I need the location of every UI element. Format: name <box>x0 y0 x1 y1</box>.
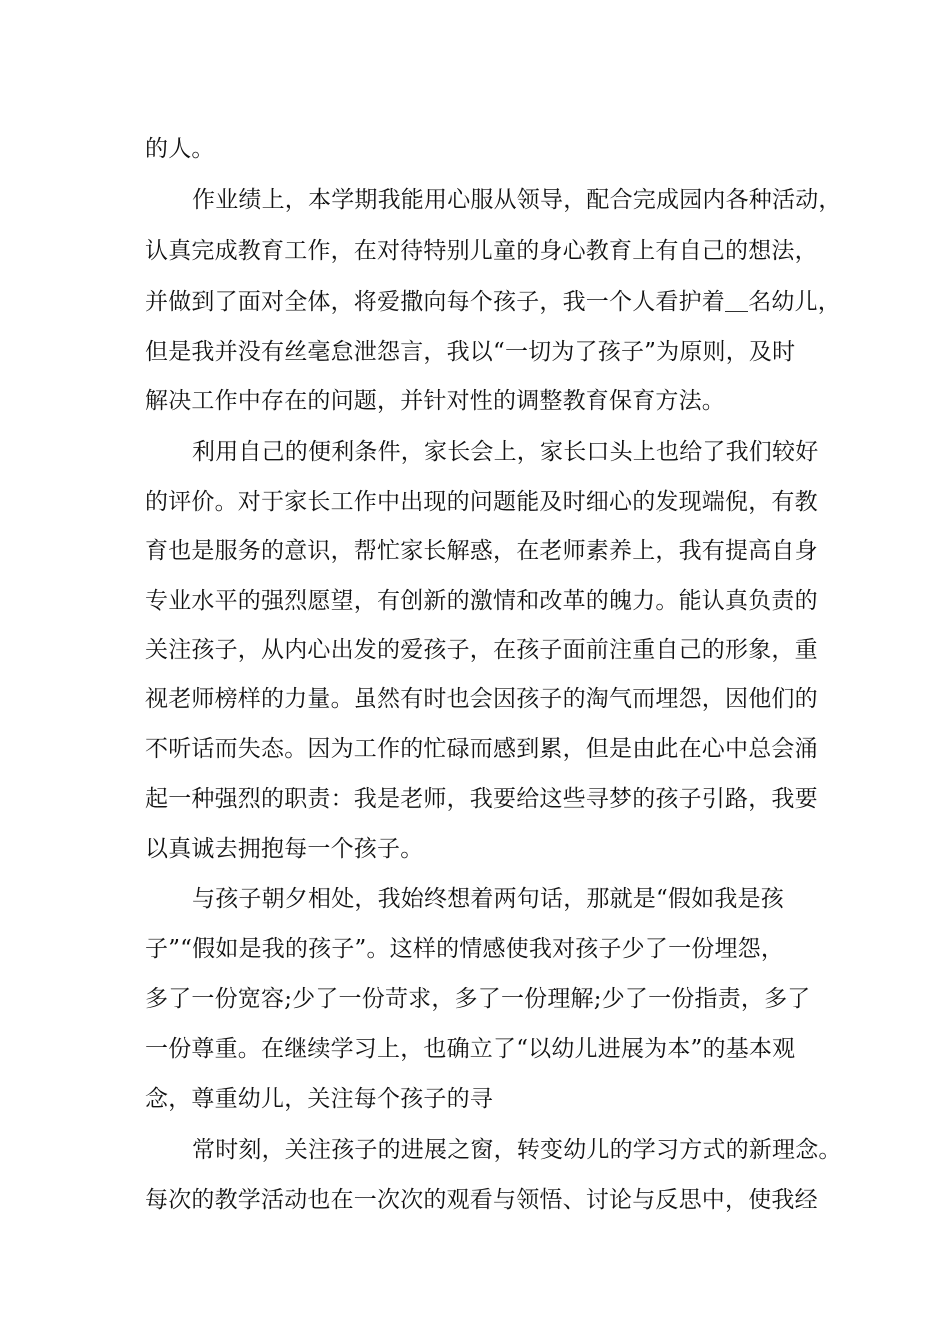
text-line: 的评价。对于家长工作中出现的问题能及时细心的发现端倪，有教 <box>145 489 818 515</box>
text-line: 每次的教学活动也在一次次的观看与领悟、讨论与反思中，使我经 <box>145 1187 818 1213</box>
text-line: 关注孩子，从内心出发的爱孩子，在孩子面前注重自己的形象，重 <box>145 637 818 663</box>
paragraph-start-line: 作业绩上，本学期我能用心服从领导，配合完成园内各种活动， <box>192 187 842 213</box>
text-line: 子”“假如是我的孩子”。这样的情感使我对孩子少了一份埋怨， <box>145 936 785 962</box>
text-line: 以真诚去拥抱每一个孩子。 <box>145 836 424 862</box>
text-line: 念，尊重幼儿，关注每个孩子的寻 <box>145 1086 493 1112</box>
text-line: 不听话而失态。因为工作的忙碌而感到累，但是由此在心中总会涌 <box>145 736 818 762</box>
text-line: 视老师榜样的力量。虽然有时也会因孩子的淘气而埋怨，因他们的 <box>145 686 818 712</box>
text-line: 认真完成教育工作，在对待特别儿童的身心教育上有自己的想法， <box>145 238 818 264</box>
text-line: 但是我并没有丝毫怠泄怨言，我以“一切为了孩子”为原则，及时 <box>145 339 796 365</box>
text-line: 专业水平的强烈愿望，有创新的激情和改革的魄力。能认真负责的 <box>145 588 818 614</box>
text-line: 并做到了面对全体，将爱撒向每个孩子，我一个人看护着＿名幼儿， <box>145 289 841 315</box>
text-line: 起一种强烈的职责：我是老师，我要给这些寻梦的孩子引路，我要 <box>145 786 818 812</box>
text-line: 多了一份宽容;少了一份苛求，多了一份理解;少了一份指责，多了 <box>145 986 811 1012</box>
paragraph-start-line: 常时刻，关注孩子的进展之窗，转变幼儿的学习方式的新理念。 <box>192 1137 842 1163</box>
text-line: 解决工作中存在的问题，并针对性的调整教育保育方法。 <box>145 388 725 414</box>
text-line: 一份尊重。在继续学习上，也确立了“以幼儿进展为本”的基本观 <box>145 1036 796 1062</box>
text-line: 的人。 <box>145 136 215 162</box>
paragraph-start-line: 利用自己的便利条件，家长会上，家长口头上也给了我们较好 <box>192 439 819 465</box>
text-line: 育也是服务的意识，帮忙家长解惑，在老师素养上，我有提高自身 <box>145 538 818 564</box>
paragraph-start-line: 与孩子朝夕相处，我始终想着两句话，那就是“假如我是孩 <box>192 886 784 912</box>
